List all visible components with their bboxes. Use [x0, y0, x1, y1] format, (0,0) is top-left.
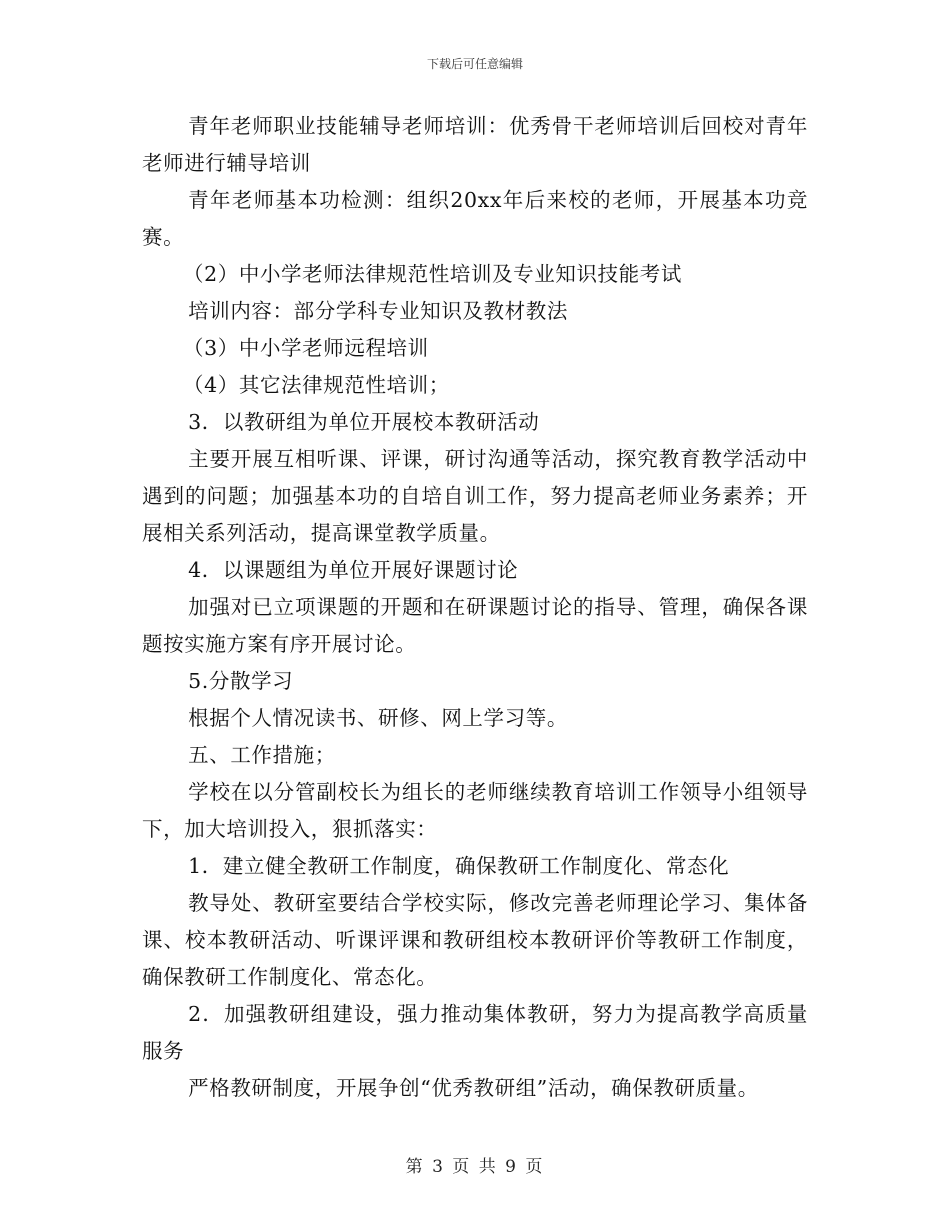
paragraph-11: 教导处、教研室要结合学校实际，修改完善老师理论学习、集体备课、校本教研活动、听课评课和教研组校本教研评价等教研工作制度，确保教研工作制度化、常态化。: [142, 891, 808, 989]
header-note: 下载后可任意编辑: [426, 57, 523, 71]
paragraph-12: 严格教研制度，开展争创“优秀教研组”活动，确保教研质量。: [188, 1076, 759, 1100]
paragraph-1: 青年老师职业技能辅导老师培训：优秀骨干老师培训后回校对青年老师进行辅导培训: [142, 114, 808, 175]
paragraph-10: 学校在以分管副校长为组长的老师继续教育培训工作领导小组领导下，加大培训投入，狠抓落实：: [142, 780, 808, 841]
subheading-2: 2．加强教研组建设，强力推动集体教研，努力为提高教学高质量服务: [142, 1002, 808, 1063]
paragraph-8: 加强对已立项课题的开题和在研课题讨论的指导、管理，确保各课题按实施方案有序开展讨论。: [142, 595, 808, 656]
paragraph-3: （2）中小学老师法律规范性培训及专业知识技能考试: [183, 262, 682, 286]
section-heading-4: 4．以课题组为单位开展好课题讨论: [188, 558, 519, 582]
paragraph-2: 青年老师基本功检测：组织20xx年后来校的老师，开展基本功竞赛。: [142, 188, 808, 249]
subheading-1: 1．建立健全教研工作制度，确保教研工作制度化、常态化: [188, 854, 730, 878]
paragraph-4: 培训内容：部分学科专业知识及教材教法: [188, 299, 568, 323]
paragraph-6: （4）其它法律规范性培训；: [183, 373, 450, 397]
paragraph-7: 主要开展互相听课、评课，研讨沟通等活动，探究教育教学活动中遇到的问题；加强基本功的自培自训工作，努力提高老师业务素养；开展相关系列活动，提高课堂教学质量。: [142, 447, 808, 545]
section-heading-3: 3．以教研组为单位开展校本教研活动: [188, 410, 540, 434]
section-heading-5: 5.分散学习: [188, 669, 294, 693]
page-number: 第 3 页 共 9 页: [405, 1157, 545, 1177]
paragraph-9: 根据个人情况读书、研修、网上学习等。: [188, 706, 568, 730]
section-heading-measures: 五、工作措施；: [188, 743, 336, 767]
paragraph-5: （3）中小学老师远程培训: [183, 336, 429, 360]
document-body: [142, 108, 808, 1107]
